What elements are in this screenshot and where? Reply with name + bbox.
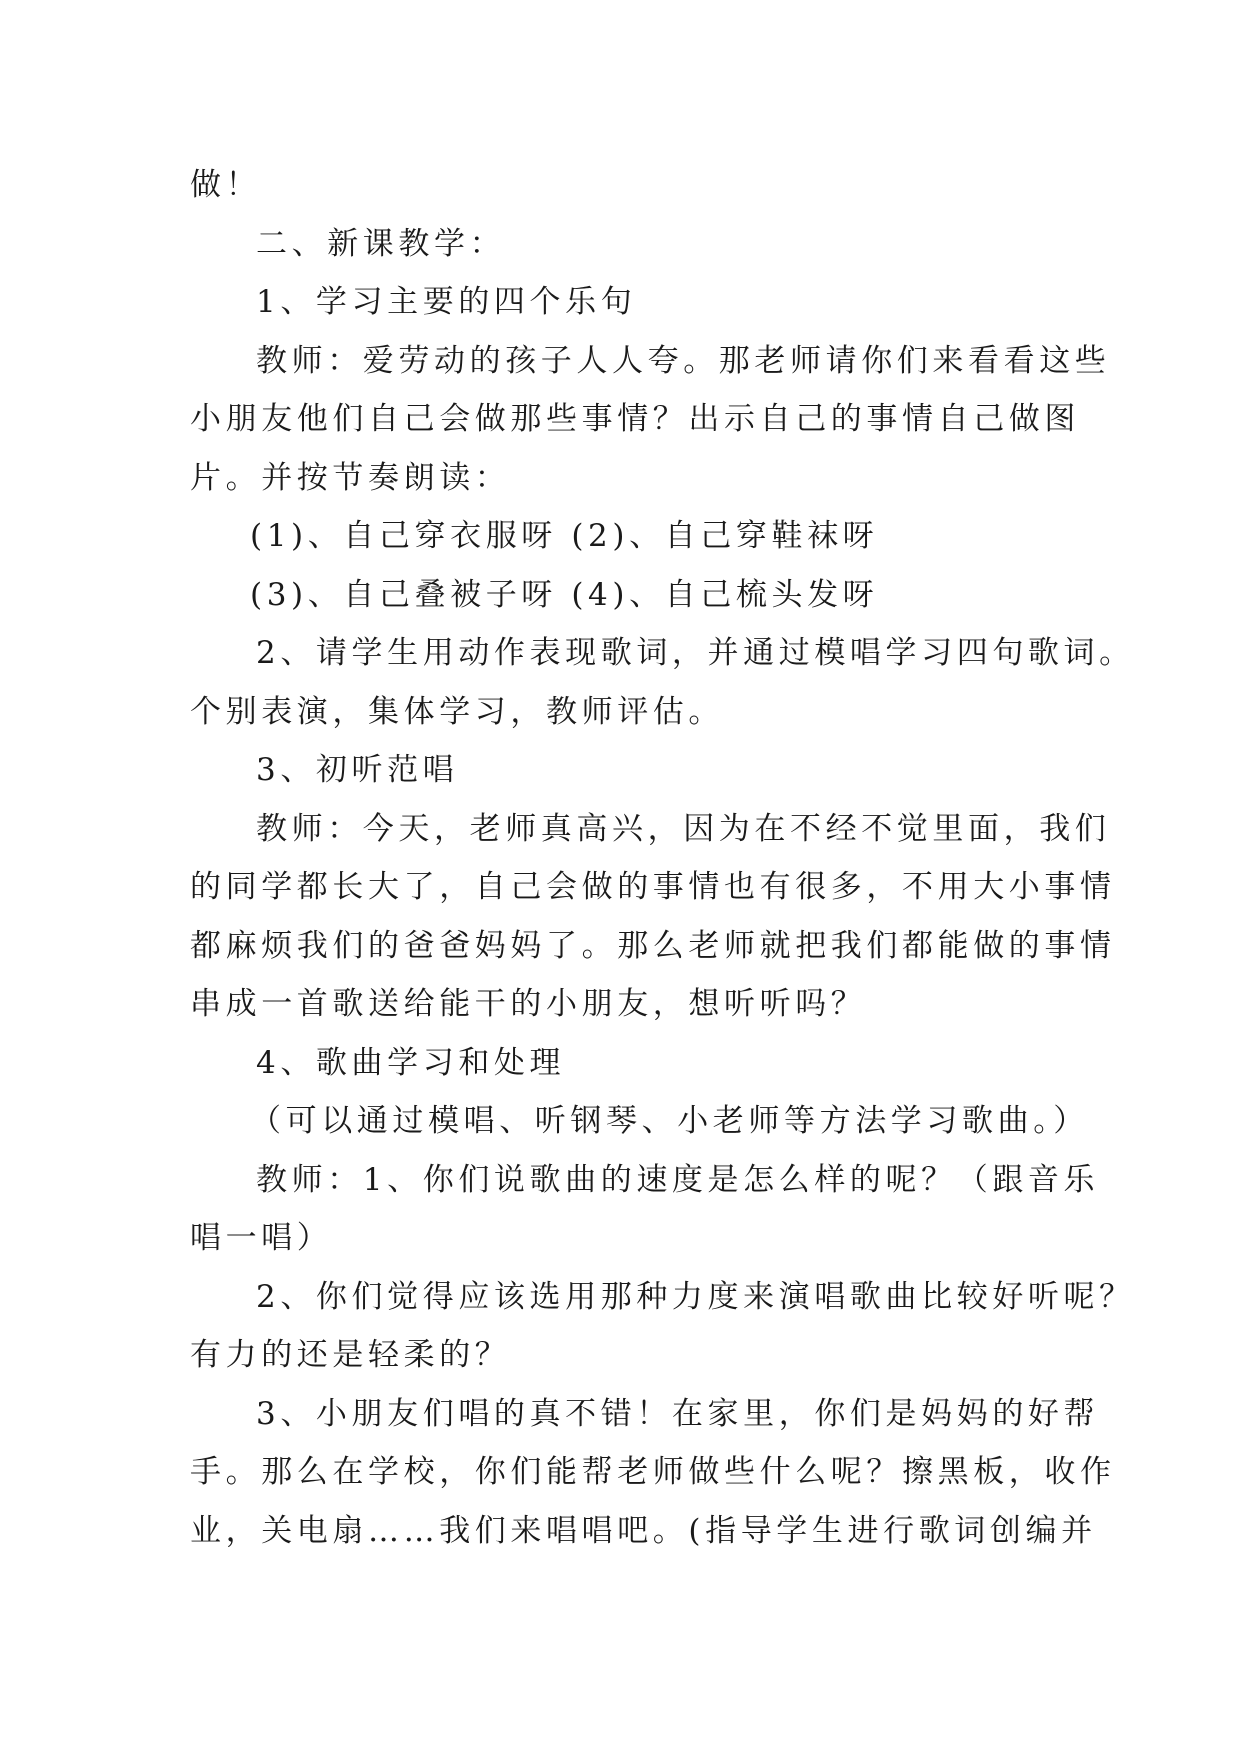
subsection-heading: 2、请学生用动作表现歌词，并通过模唱学习四句歌词。 — [256, 635, 1135, 671]
subsection-heading: 3、初听范唱 — [256, 752, 459, 788]
section-heading: 二、新课教学： — [256, 225, 506, 262]
text-line: 小朋友他们自己会做那些事情？出示自己的事情自己做图 — [190, 401, 1080, 437]
subsection-heading: 4、歌曲学习和处理 — [256, 1044, 566, 1081]
text-line: 教师：今天，老师真高兴，因为在不经不觉里面，我们 — [256, 810, 1111, 847]
document-body — [190, 156, 1135, 1560]
text-line: 的同学都长大了，自己会做的事情也有很多，不用大小事情 — [190, 869, 1116, 905]
text-line: 片。并按节奏朗读： — [190, 459, 511, 496]
lyric-line: (3)、自己叠被子呀 (4)、自己梳头发呀 — [250, 576, 879, 613]
text-line: 教师：1、你们说歌曲的速度是怎么样的呢？（跟音乐 — [256, 1161, 1100, 1198]
text-line: 个别表演，集体学习，教师评估。 — [190, 693, 724, 730]
lyric-line: (1)、自己穿衣服呀 (2)、自己穿鞋袜呀 — [250, 518, 879, 554]
text-line: 2、你们觉得应该选用那种力度来演唱歌曲比较好听呢？ — [256, 1278, 1135, 1315]
subsection-heading: 1、学习主要的四个乐句 — [256, 284, 637, 320]
text-line: 有力的还是轻柔的？ — [190, 1337, 511, 1373]
text-line: 3、小朋友们唱的真不错！在家里，你们是妈妈的好帮 — [256, 1395, 1100, 1432]
text-line: 都麻烦我们的爸爸妈妈了。那么老师就把我们都能做的事情 — [190, 927, 1116, 964]
text-line: 做！ — [190, 167, 262, 203]
text-line: 手。那么在学校，你们能帮老师做些什么呢？擦黑板，收作 — [190, 1454, 1116, 1490]
text-line: 教师：爱劳动的孩子人人夸。那老师请你们来看看这些 — [256, 342, 1111, 379]
text-line: 业，关电扇……我们来唱唱吧。(指导学生进行歌词创编并 — [190, 1512, 1097, 1549]
text-line: 串成一首歌送给能干的小朋友，想听听吗？ — [190, 986, 867, 1022]
text-line: （可以通过模唱、听钢琴、小老师等方法学习歌曲。） — [250, 1103, 1089, 1139]
text-line: 唱一唱） — [190, 1220, 333, 1256]
